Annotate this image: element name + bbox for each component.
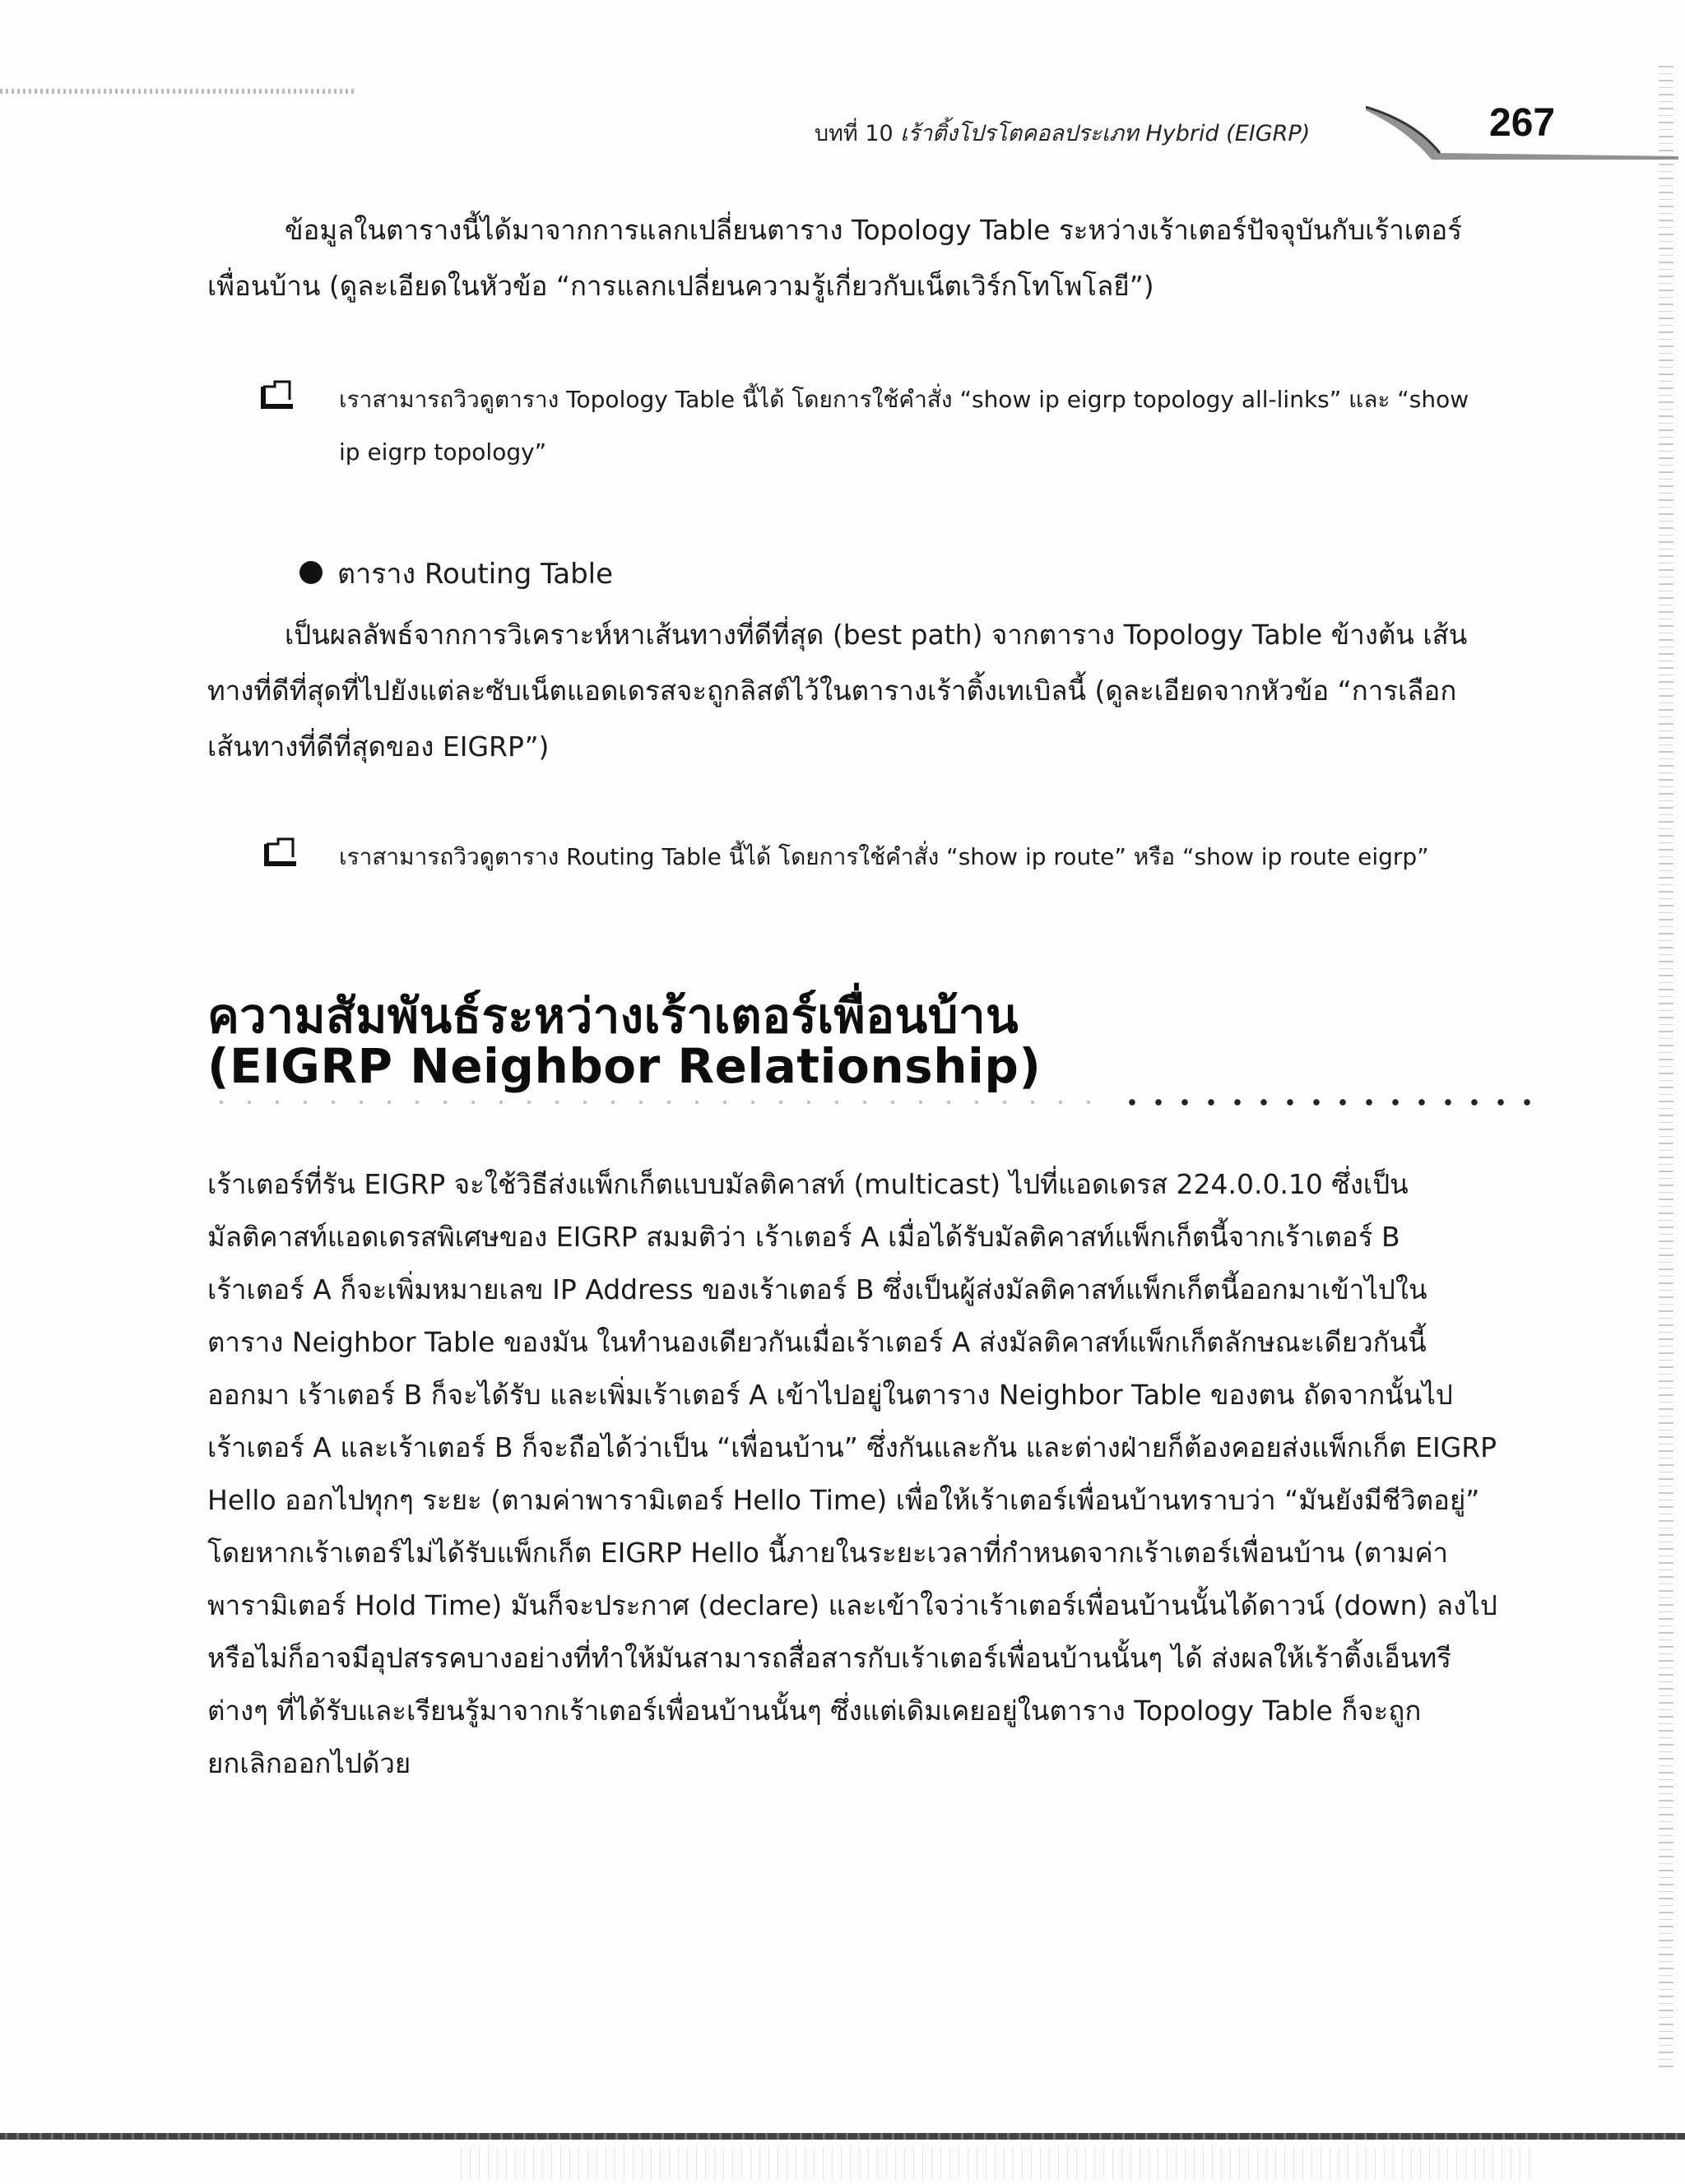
page-number: 267	[1489, 101, 1556, 145]
note-routing-text: เราสามารถวิวดูตาราง Routing Table นี้ได้ โดยการใช้คำสั่ง “show ip route” หรือ “show ip route eigrp”	[339, 843, 1429, 870]
scan-edge-top	[0, 89, 354, 94]
neighbor-line-7: Hello ออกไปทุกๆ ระยะ (ตามค่าพารามิเตอร์ Hello Time) เพื่อให้เร้าเตอร์เพื่อนบ้านทราบว่า “มันยังมีชีวิตอยู่”	[207, 1484, 1480, 1516]
running-header	[815, 115, 1310, 151]
routing-line-3: เส้นทางที่ดีที่สุดของ EIGRP”)	[207, 730, 550, 763]
neighbor-line-1: เร้าเตอร์ที่รัน EIGRP จะใช้วิธีส่งแพ็กเก็ตแบบมัลติคาสท์ (multicast) ไปที่แอดเดรส 224.0.0.10 ซึ่งเป็น	[207, 1168, 1409, 1200]
dotted-leader	[1119, 1094, 1530, 1111]
routing-line-1: เป็นผลลัพธ์จากการวิเคราะห์หาเส้นทางที่ดีที่สุด (best path) จากตาราง Topology Table ข้างต้น เส้น	[285, 619, 1468, 651]
neighbor-line-5: ออกมา เร้าเตอร์ B ก็จะได้รับ และเพิ่มเร้าเตอร์ A เข้าไปอยู่ในตาราง Neighbor Table ของตน ถัดจากนั้นไป	[207, 1379, 1453, 1411]
section-title-thai: ความสัมพันธ์ระหว่างเร้าเตอร์เพื่อนบ้าน	[207, 988, 1019, 1044]
neighbor-line-11: ต่างๆ ที่ได้รับและเรียนรู้มาจากเร้าเตอร์เพื่อนบ้านนั้นๆ ซึ่งแต่เดิมเคยอยู่ในตาราง Topology Table ก็จะถูก	[207, 1695, 1422, 1727]
neighbor-line-4: ตาราง Neighbor Table ของมัน ในทำนองเดียวกันเมื่อเร้าเตอร์ A ส่งมัลติคาสท์แพ็กเก็ตลักษณะเดียวกันนี้	[207, 1326, 1427, 1358]
hand-pointer-icon	[263, 836, 299, 869]
hand-pointer-icon	[260, 378, 296, 411]
neighbor-line-8: โดยหากเร้าเตอร์ไม่ได้รับแพ็กเก็ต EIGRP Hello นี้ภายในระยะเวลาที่กำหนดจากเร้าเตอร์เพื่อนบ้าน (ตามค่า	[207, 1537, 1449, 1569]
section-title-english: (EIGRP Neighbor Relationship)	[207, 1038, 1042, 1094]
bullet-dot-icon	[299, 561, 323, 584]
chapter-label: บทที่ 10	[815, 121, 894, 146]
neighbor-line-3: เร้าเตอร์ A ก็จะเพิ่มหมายเลข IP Address ของเร้าเตอร์ B ซึ่งเป็นผู้ส่งมัลติคาสท์แพ็กเก็ตนี้ออกมาเข้าไปใน	[207, 1273, 1427, 1305]
neighbor-line-6: เร้าเตอร์ A และเร้าเตอร์ B ก็จะถือได้ว่าเป็น “เพื่อนบ้าน” ซึ่งกันและกัน และต่างฝ่ายก็ต้องคอยส่งแพ็กเก็ต EIGRP	[207, 1431, 1497, 1463]
neighbor-line-2: มัลติคาสท์แอดเดรสพิเศษของ EIGRP สมมติว่า เร้าเตอร์ A เมื่อได้รับมัลติคาสท์แพ็กเก็ตนี้จากเร้าเตอร์ B	[207, 1221, 1400, 1253]
routing-table-heading: ตาราง Routing Table	[337, 558, 614, 591]
bottom-rule	[0, 2133, 1685, 2140]
note-topology-line-1: เราสามารถวิวดูตาราง Topology Table นี้ได้ โดยการใช้คำสั่ง “show ip eigrp topology all-links” และ “show	[339, 386, 1469, 413]
scan-edge-right	[1659, 66, 1673, 2073]
chapter-title: เร้าติ้งโปรโตคอลประเภท Hybrid (EIGRP)	[900, 121, 1311, 146]
neighbor-line-9: พารามิเตอร์ Hold Time) มันก็จะประกาศ (declare) และเข้าใจว่าเร้าเตอร์เพื่อนบ้านนั้นได้ดาวน์ (down) ลงไป	[207, 1589, 1497, 1621]
neighbor-line-12: ยกเลิกออกไปด้วย	[207, 1747, 411, 1779]
note-topology-line-2: ip eigrp topology”	[339, 438, 547, 466]
routing-line-2: ทางที่ดีที่สุดที่ไปยังแต่ละซับเน็ตแอดเดรสจะถูกลิสต์ไว้ในตารางเร้าติ้งเทเบิลนี้ (ดูละเอียดจากหัวข้อ “การเลือก	[207, 675, 1457, 707]
scan-edge-bottom	[461, 2147, 1530, 2180]
title-underline	[207, 1098, 1112, 1106]
intro-line-1: ข้อมูลในตารางนี้ได้มาจากการแลกเปลี่ยนตาราง Topology Table ระหว่างเร้าเตอร์ปัจจุบันกับเร้าเตอร์	[285, 214, 1462, 246]
intro-line-2: เพื่อนบ้าน (ดูละเอียดในหัวข้อ “การแลกเปลี่ยนความรู้เกี่ยวกับเน็ตเวิร์กโทโพโลยี”)	[207, 270, 1154, 302]
neighbor-line-10: หรือไม่ก็อาจมีอุปสรรคบางอย่างที่ทำให้มันสามารถสื่อสารกับเร้าเตอร์เพื่อนบ้านนั้นๆ ได้ ส่งผลให้เร้าติ้งเอ็นทรี	[207, 1642, 1452, 1674]
